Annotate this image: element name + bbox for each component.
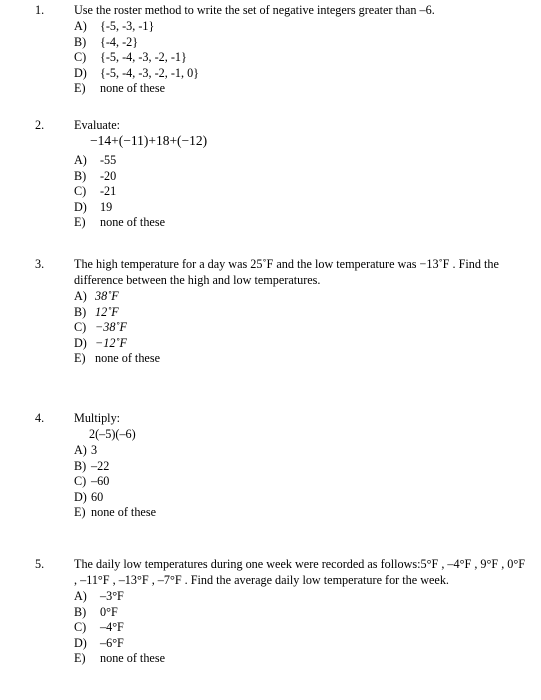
option-letter: E) (74, 505, 86, 519)
question-body (74, 256, 527, 366)
option-letter: A) (74, 589, 87, 603)
question-number: 2. (35, 118, 45, 132)
option-text: 19 (100, 199, 113, 214)
math-expression: 2(–5)(–6) (89, 427, 136, 441)
options-list (74, 588, 527, 666)
option-text: –60 (91, 474, 110, 488)
option-d (74, 65, 527, 81)
option-text: none of these (91, 505, 156, 519)
option-b (74, 168, 527, 184)
option-e (74, 350, 527, 366)
option-text: –6°F (100, 635, 124, 650)
options-list (74, 18, 527, 96)
option-letter: B) (74, 604, 87, 619)
question-stem: Multiply: (74, 411, 121, 425)
options-list (74, 288, 527, 366)
option-text: −12˚F (95, 335, 127, 350)
option-c (74, 319, 527, 335)
option-text: 12˚F (95, 304, 119, 319)
option-letter: E) (74, 351, 86, 365)
question-number: 5. (35, 557, 45, 571)
option-letter: D) (74, 199, 87, 214)
option-letter: E) (74, 215, 86, 229)
option-letter: D) (74, 65, 87, 80)
option-text: –22 (91, 458, 110, 473)
option-b (74, 458, 527, 474)
option-a (74, 18, 527, 34)
option-text: none of these (100, 81, 165, 95)
question-body (74, 2, 527, 96)
option-letter: A) (74, 153, 87, 167)
option-letter: A) (74, 289, 87, 303)
option-text: -55 (100, 153, 117, 167)
option-text: {-4, -2} (100, 34, 139, 49)
option-letter: E) (74, 651, 86, 665)
option-a (74, 442, 527, 458)
options-list (74, 152, 527, 230)
question-number: 3. (35, 257, 45, 271)
option-c (74, 49, 527, 65)
option-letter: C) (74, 620, 87, 634)
option-c (74, 183, 527, 199)
option-letter: D) (74, 635, 87, 650)
option-c (74, 619, 527, 635)
options-list (74, 442, 527, 520)
option-b (74, 304, 527, 320)
option-text: {-5, -4, -3, -2, -1, 0} (100, 65, 200, 80)
option-letter: A) (74, 19, 87, 33)
question-stem: Use the roster method to write the set of negative integers greater than –6. (74, 3, 435, 17)
option-text: none of these (100, 651, 165, 665)
option-text: -20 (100, 168, 117, 183)
question-stem: The high temperature for a day was 25˚F and the low temperature was −13˚F . Find the difference between the high and low temperatures. (74, 257, 499, 287)
option-letter: C) (74, 474, 87, 488)
option-text: none of these (95, 351, 160, 365)
option-text: 60 (91, 489, 104, 504)
option-letter: A) (74, 443, 87, 457)
option-e (74, 504, 527, 520)
option-d (74, 335, 527, 351)
question-body (74, 117, 527, 230)
question-stem: Evaluate: (74, 118, 121, 132)
option-text: 0°F (100, 604, 118, 619)
option-text: {-5, -4, -3, -2, -1} (100, 50, 187, 64)
option-text: -21 (100, 184, 117, 198)
question-body (74, 410, 527, 520)
option-text: 3 (91, 443, 98, 457)
option-e (74, 650, 527, 666)
question-stem: The daily low temperatures during one week were recorded as follows:5°F , –4°F , 9°F , 0°F , –11°F , –13°F , –7°F . Find the average daily low temperature for the week. (74, 557, 526, 587)
question-body (74, 556, 527, 666)
question-number: 1. (35, 3, 45, 17)
option-a (74, 152, 527, 168)
option-letter: B) (74, 458, 87, 473)
option-a (74, 288, 527, 304)
option-text: none of these (100, 215, 165, 229)
option-letter: B) (74, 304, 87, 319)
option-e (74, 214, 527, 230)
option-letter: C) (74, 184, 87, 198)
option-letter: E) (74, 81, 86, 95)
option-b (74, 34, 527, 50)
option-text: −38˚F (95, 320, 127, 334)
option-b (74, 604, 527, 620)
option-text: 38˚F (95, 289, 119, 303)
option-letter: C) (74, 50, 87, 64)
option-d (74, 635, 527, 651)
option-letter: C) (74, 320, 87, 334)
option-d (74, 489, 527, 505)
question-number: 4. (35, 411, 45, 425)
option-letter: B) (74, 34, 87, 49)
option-letter: D) (74, 335, 87, 350)
option-e (74, 80, 527, 96)
option-text: {-5, -3, -1} (100, 19, 155, 33)
option-letter: D) (74, 489, 87, 504)
math-expression: −14+(−11)+18+(−12) (90, 133, 208, 148)
option-text: –3°F (100, 589, 124, 603)
option-letter: B) (74, 168, 87, 183)
option-text: –4°F (100, 620, 124, 634)
option-c (74, 473, 527, 489)
option-a (74, 588, 527, 604)
option-d (74, 199, 527, 215)
